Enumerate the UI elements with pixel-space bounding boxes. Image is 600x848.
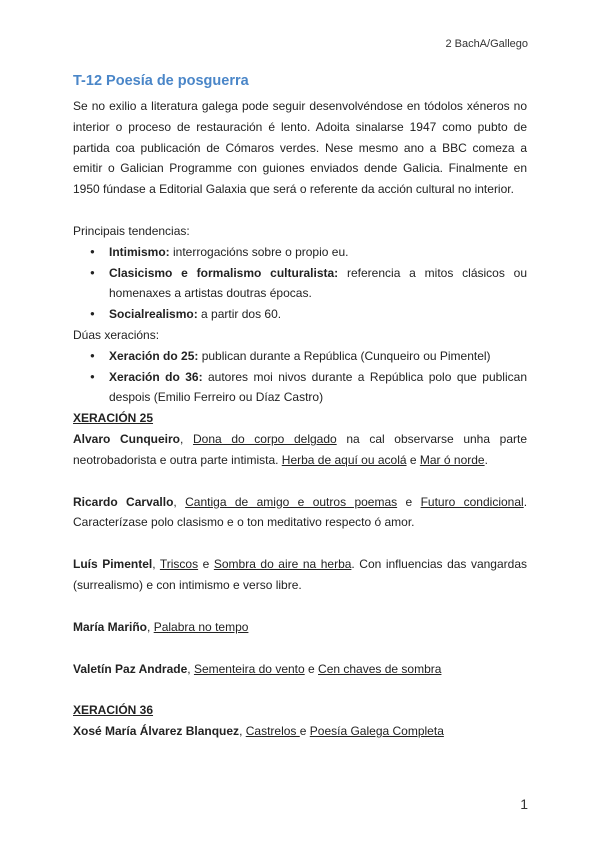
list-item: ● Xeración do 25: publican durante a República (Cunqueiro ou Pimentel) xyxy=(73,346,527,367)
page-header: 2 BachA/Gallego xyxy=(445,38,528,50)
section-heading-x36: XERACIÓN 36 xyxy=(73,703,154,718)
list-item: ● Socialrealismo: a partir dos 60. xyxy=(73,304,527,325)
list-item: ● Intimismo: interrogacións sobre o propio eu. xyxy=(73,242,527,263)
section-heading-x25: XERACIÓN 25 xyxy=(73,411,154,426)
spacer xyxy=(73,533,527,554)
spacer xyxy=(73,679,527,700)
intro-paragraph: Se no exilio a literatura galega pode seguir desenvolvéndose en tódolos xéneros no interior o proceso de restauración é lento. Adoita sinalarse 1947 como pubto de partida coa publicación de Cómaros verdes. Nese mesmo ano a BBC comeza a emitir o Galician Programme con guiones enviados dende Galicia. Finalmente en 1950 fúndase a Editorial Galaxia que será o referente da acción cultural no interior. xyxy=(73,99,527,197)
xeracions-heading: Dúas xeracións: xyxy=(73,327,160,342)
spacer xyxy=(73,200,527,221)
document-title: T-12 Poesía de posguerra xyxy=(73,73,249,89)
page-number: 1 xyxy=(520,796,528,812)
author-carvallo: Ricardo Carvallo, Cantiga de amigo e outros poemas e Futuro condicional. Caracterízase polo clasismo e o ton meditativo respecto ó amor. xyxy=(73,494,528,530)
spacer xyxy=(73,596,527,617)
author-pimentel: Luís Pimentel, Triscos e Sombra do aire na herba. Con influencias das vangardas (surrealismo) e con intimismo e verso libre. xyxy=(73,557,527,592)
spacer xyxy=(73,471,527,492)
list-item: ● Xeración do 36: autores moi nivos durante a República polo que publican despois (Emilio Ferreiro ou Díaz Castro) xyxy=(73,367,527,409)
author-marino: María Mariño, Palabra no tempo xyxy=(73,619,249,634)
author-blanquez: Xosé María Álvarez Blanquez, Castrelos e Poesía Galega Completa xyxy=(73,724,444,739)
tendencias-heading: Principais tendencias: xyxy=(73,223,190,238)
spacer xyxy=(73,638,527,659)
tendencias-list xyxy=(73,242,527,325)
document-body xyxy=(73,70,527,742)
list-item: ● Clasicismo e formalismo culturalista: referencia a mitos clásicos ou homenaxes a artistas doutras épocas. xyxy=(73,263,527,305)
author-paz-andrade: Valetín Paz Andrade, Sementeira do vento e Cen chaves de sombra xyxy=(73,661,442,676)
author-cunqueiro: Alvaro Cunqueiro, Dona do corpo delgado na cal observarse unha parte neotrobadorista e outra parte intimista. Herba de aquí ou acolá e Mar ó norde. xyxy=(73,431,528,467)
xeracions-list xyxy=(73,346,527,408)
